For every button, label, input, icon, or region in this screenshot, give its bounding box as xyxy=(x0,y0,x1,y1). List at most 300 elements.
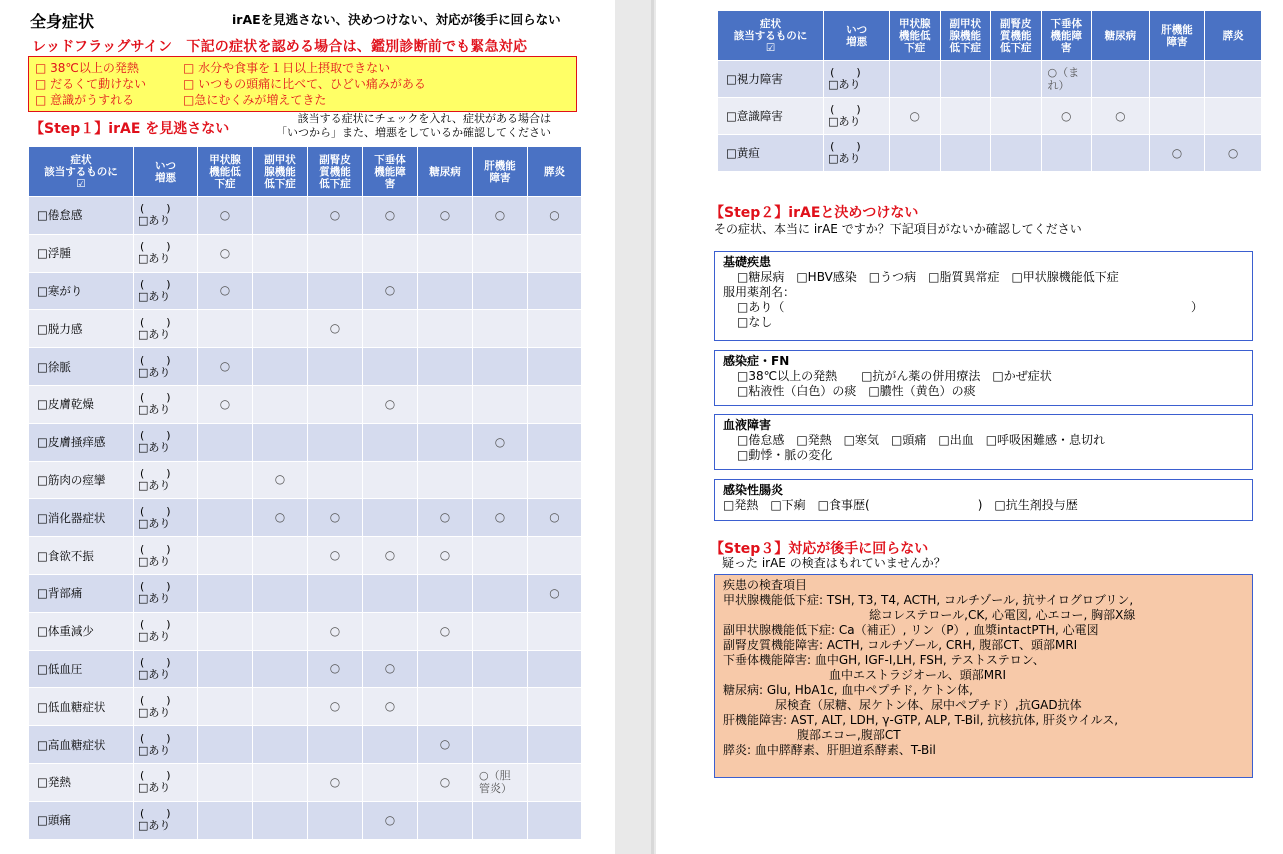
worsening-checkbox[interactable]: □あり xyxy=(138,819,171,833)
association-cell xyxy=(528,385,582,423)
symptom-checkbox[interactable]: □食欲不振 xyxy=(29,537,134,575)
underlying-disease-box xyxy=(714,251,1253,341)
association-cell xyxy=(890,98,940,135)
worsening-checkbox[interactable]: □あり xyxy=(138,667,171,681)
sputum-checkboxes[interactable]: □粘液性（白色）の痰 □膿性（黄色）の痰 xyxy=(737,384,976,398)
test-item-line: 甲状腺機能低下症: TSH, T3, T4, ACTH, コルチゾール, 抗サイログロブリン, xyxy=(723,593,1134,607)
red-flag-checkbox-headache[interactable]: □ いつもの頭痛に比べて、ひどい痛みがある xyxy=(183,77,426,91)
worsening-checkbox[interactable]: □あり xyxy=(138,441,171,455)
symptom-checkbox[interactable]: □寒がり xyxy=(29,272,134,310)
onset-field[interactable] xyxy=(824,61,890,98)
worsening-checkbox[interactable]: □あり xyxy=(828,152,861,165)
association-cell xyxy=(1149,61,1205,98)
association-cell xyxy=(198,763,253,801)
association-cell xyxy=(253,423,308,461)
table-row xyxy=(718,98,1262,135)
association-mark: ○ xyxy=(384,699,396,714)
association-mark: ○ xyxy=(384,548,396,563)
table-row xyxy=(29,423,582,461)
column-header: いつ 増悪 xyxy=(824,11,890,61)
step3-heading: 【Step３】対応が後手に回らない xyxy=(710,541,929,557)
symptom-checkbox[interactable]: □浮腫 xyxy=(29,234,134,272)
onset-blank[interactable]: ( ) xyxy=(140,542,171,556)
association-cell xyxy=(473,272,528,310)
table-row xyxy=(29,574,582,612)
association-cell xyxy=(473,499,528,537)
association-mark: ○ xyxy=(384,661,396,676)
association-cell xyxy=(253,197,308,235)
test-item-line: 総コレステロール,CK, 心電図, 心エコー, 胸部X線 xyxy=(869,608,1136,622)
association-cell xyxy=(473,574,528,612)
association-cell xyxy=(473,537,528,575)
association-cell xyxy=(308,272,363,310)
onset-blank[interactable]: ( ) xyxy=(140,202,171,216)
association-cell xyxy=(308,423,363,461)
onset-blank[interactable]: ( ) xyxy=(830,103,861,116)
association-cell xyxy=(198,197,253,235)
symptom-checkbox[interactable]: □低血圧 xyxy=(29,650,134,688)
association-cell xyxy=(253,801,308,839)
association-cell xyxy=(363,537,418,575)
symptom-checkbox[interactable]: □背部痛 xyxy=(29,574,134,612)
association-cell xyxy=(253,310,308,348)
association-cell xyxy=(363,197,418,235)
association-cell xyxy=(308,499,363,537)
onset-blank[interactable]: ( ) xyxy=(140,693,171,707)
tests-box xyxy=(714,574,1253,778)
association-cell xyxy=(1041,61,1091,98)
association-cell xyxy=(528,197,582,235)
association-cell xyxy=(198,385,253,423)
symptom-checkbox[interactable]: □皮膚掻痒感 xyxy=(29,423,134,461)
table-row xyxy=(29,310,582,348)
association-cell xyxy=(253,612,308,650)
association-mark: ○ xyxy=(494,510,506,525)
association-cell xyxy=(940,61,990,98)
association-cell xyxy=(308,461,363,499)
table-row xyxy=(29,461,582,499)
onset-blank[interactable]: ( ) xyxy=(140,277,171,291)
red-flag-checkbox-fatigue[interactable]: □ だるくて動けない xyxy=(35,77,147,91)
association-cell xyxy=(198,688,253,726)
symptom-checkbox[interactable]: □頭痛 xyxy=(29,801,134,839)
test-item-line: 副腎皮質機能障害: ACTH, コルチゾール, CRH, 腹部CT、頭部MRI xyxy=(723,638,1078,652)
association-cell xyxy=(363,423,418,461)
table-row xyxy=(718,135,1262,172)
association-cell xyxy=(418,801,473,839)
association-cell xyxy=(308,574,363,612)
association-cell xyxy=(308,197,363,235)
association-cell xyxy=(473,197,528,235)
association-mark: ○ xyxy=(329,623,341,638)
association-cell xyxy=(363,726,418,764)
onset-field[interactable] xyxy=(134,423,198,461)
test-item-line: 疾患の検査項目 xyxy=(723,578,808,592)
box-title: 血液障害 xyxy=(723,418,772,432)
association-mark: ○ xyxy=(439,737,451,752)
association-cell xyxy=(418,348,473,386)
test-item-line: 糖尿病: Glu, HbA1c, 血中ペプチド, ケトン体, xyxy=(723,683,973,697)
blood-checkboxes[interactable]: □倦怠感 □発熱 □寒気 □頭痛 □出血 □呼吸困難感・息切れ xyxy=(737,433,1106,447)
association-mark: ○ xyxy=(329,548,341,563)
column-header: 膵炎 xyxy=(1205,11,1262,61)
association-cell xyxy=(253,650,308,688)
association-cell xyxy=(473,385,528,423)
association-cell xyxy=(473,726,528,764)
onset-field[interactable] xyxy=(134,726,198,764)
association-cell xyxy=(418,197,473,235)
association-mark: ○ xyxy=(549,585,560,600)
association-cell xyxy=(308,348,363,386)
association-cell xyxy=(473,234,528,272)
worsening-checkbox[interactable]: □あり xyxy=(138,478,171,492)
association-cell xyxy=(991,135,1041,172)
symptom-checkbox[interactable]: □視力障害 xyxy=(718,61,824,98)
column-header: いつ 増悪 xyxy=(134,147,198,197)
association-cell xyxy=(473,801,528,839)
association-cell xyxy=(1091,98,1149,135)
onset-blank[interactable]: ( ) xyxy=(830,66,861,79)
association-cell xyxy=(308,650,363,688)
red-flag-checkbox-intake[interactable]: □ 水分や食事を１日以上摂取できない xyxy=(183,61,391,75)
association-cell xyxy=(528,537,582,575)
association-cell xyxy=(1149,135,1205,172)
association-cell xyxy=(528,650,582,688)
test-item-line: 尿検査（尿糖、尿ケトン体、尿中ペプチド）,抗GAD抗体 xyxy=(775,698,1082,712)
column-header: 症状 該当するものに ☑ xyxy=(29,147,134,197)
underlying-disease-checkboxes[interactable]: □糖尿病 □HBV感染 □うつ病 □脂質異常症 □甲状腺機能低下症 xyxy=(737,270,1119,284)
association-cell xyxy=(418,612,473,650)
worsening-checkbox[interactable]: □あり xyxy=(138,705,171,719)
worsening-checkbox[interactable]: □あり xyxy=(138,592,171,606)
association-mark: ○ xyxy=(219,283,231,298)
association-cell xyxy=(528,234,582,272)
association-mark: ○ xyxy=(439,548,451,563)
association-cell xyxy=(308,385,363,423)
association-cell xyxy=(253,726,308,764)
red-flag-line xyxy=(35,92,570,108)
association-cell xyxy=(198,234,253,272)
table-row xyxy=(29,726,582,764)
red-flag-checkbox-consciousness[interactable]: □ 意識がうすれる xyxy=(35,93,135,107)
symptom-checkbox[interactable]: □低血糖症状 xyxy=(29,688,134,726)
medication-yes-checkbox[interactable]: □あり（ xyxy=(737,300,785,314)
step1-heading: 【Step１】irAE を見逃さない xyxy=(30,121,230,137)
association-cell xyxy=(528,801,582,839)
association-cell xyxy=(198,310,253,348)
worsening-checkbox[interactable]: □あり xyxy=(138,403,171,417)
column-header: 下垂体 機能障 害 xyxy=(1041,11,1091,61)
table-header-row xyxy=(718,11,1262,61)
symptom-checkbox[interactable]: □体重減少 xyxy=(29,612,134,650)
association-cell xyxy=(418,272,473,310)
onset-blank[interactable]: ( ) xyxy=(140,315,171,329)
association-mark: ○ xyxy=(219,396,231,411)
symptom-checkbox[interactable]: □意識障害 xyxy=(718,98,824,135)
red-flag-checkbox-edema[interactable]: □急にむくみが増えてきた xyxy=(183,93,327,107)
infection-checkboxes[interactable]: □38℃以上の発熱 □抗がん薬の併用療法 □かぜ症状 xyxy=(737,369,1052,383)
association-mark: ○ xyxy=(909,108,921,123)
worsening-checkbox[interactable]: □あり xyxy=(828,78,861,91)
onset-field[interactable] xyxy=(134,612,198,650)
association-cell xyxy=(198,272,253,310)
symptom-checkbox[interactable]: □消化器症状 xyxy=(29,499,134,537)
association-cell xyxy=(363,499,418,537)
box-title: 感染性腸炎 xyxy=(723,483,784,497)
table-body xyxy=(718,61,1262,172)
onset-field[interactable] xyxy=(134,197,198,235)
association-cell xyxy=(473,348,528,386)
table-header-row xyxy=(29,147,582,197)
onset-blank[interactable]: ( ) xyxy=(140,391,171,405)
onset-field[interactable] xyxy=(134,763,198,801)
association-mark: ○ xyxy=(1061,108,1072,123)
onset-field[interactable] xyxy=(134,650,198,688)
symptom-checkbox[interactable]: □黄疸 xyxy=(718,135,824,172)
association-cell xyxy=(418,234,473,272)
column-header: 甲状腺 機能低 下症 xyxy=(198,147,253,197)
onset-field[interactable] xyxy=(134,537,198,575)
association-cell xyxy=(418,537,473,575)
onset-field[interactable] xyxy=(134,310,198,348)
onset-blank[interactable]: ( ) xyxy=(140,618,171,632)
association-cell xyxy=(1091,61,1149,98)
page-gap xyxy=(615,0,656,854)
box-title: 基礎疾患 xyxy=(723,255,772,269)
test-item-line: 血中エストラジオール、頭部MRI xyxy=(829,668,1007,682)
association-mark: ○ xyxy=(439,510,451,525)
association-cell xyxy=(253,461,308,499)
association-cell xyxy=(528,272,582,310)
association-mark: ○ xyxy=(384,396,396,411)
worsening-checkbox[interactable]: □あり xyxy=(138,214,171,228)
onset-blank[interactable]: ( ) xyxy=(140,580,171,594)
onset-field[interactable] xyxy=(134,348,198,386)
association-cell xyxy=(528,726,582,764)
worsening-checkbox[interactable]: □あり xyxy=(138,365,171,379)
association-cell xyxy=(528,612,582,650)
worsening-checkbox[interactable]: □あり xyxy=(138,630,171,644)
association-cell xyxy=(418,763,473,801)
onset-blank[interactable]: ( ) xyxy=(140,240,171,254)
association-cell xyxy=(253,385,308,423)
infectious-enteritis-box xyxy=(714,479,1253,521)
medication-yes-line[interactable] xyxy=(723,300,1203,315)
worsening-checkbox[interactable]: □あり xyxy=(138,289,171,303)
association-cell xyxy=(1205,98,1262,135)
step1-instruction-line: 該当する症状にチェックを入れ、症状がある場合は xyxy=(297,112,551,125)
onset-field[interactable] xyxy=(824,98,890,135)
association-cell xyxy=(528,574,582,612)
column-header: 副腎皮 質機能 低下症 xyxy=(991,11,1041,61)
association-cell xyxy=(418,650,473,688)
association-cell xyxy=(528,499,582,537)
association-cell xyxy=(198,537,253,575)
onset-blank[interactable]: ( ) xyxy=(830,140,861,153)
worsening-checkbox[interactable]: □あり xyxy=(138,554,171,568)
association-cell xyxy=(940,135,990,172)
association-cell xyxy=(363,574,418,612)
onset-blank[interactable]: ( ) xyxy=(140,504,171,518)
association-cell xyxy=(253,348,308,386)
symptom-table-left xyxy=(28,146,582,840)
association-cell xyxy=(418,499,473,537)
association-cell xyxy=(1091,135,1149,172)
column-header: 下垂体 機能障 害 xyxy=(363,147,418,197)
onset-blank[interactable]: ( ) xyxy=(140,429,171,443)
association-cell xyxy=(308,688,363,726)
association-cell xyxy=(1041,135,1091,172)
onset-field[interactable] xyxy=(134,385,198,423)
association-cell xyxy=(308,537,363,575)
worsening-checkbox[interactable]: □あり xyxy=(138,743,171,757)
association-mark: ○ xyxy=(384,207,396,222)
red-flag-checkbox-fever[interactable]: □ 38℃以上の発熱 xyxy=(35,61,139,75)
association-mark: ○ xyxy=(274,510,286,525)
test-item-line: 下垂体機能障害: 血中GH, IGF-I,LH, FSH, テストステロン、 xyxy=(723,653,1045,667)
association-mark: ○ xyxy=(219,207,231,222)
onset-blank[interactable]: ( ) xyxy=(140,731,171,745)
onset-field[interactable] xyxy=(134,499,198,537)
onset-blank[interactable]: ( ) xyxy=(140,655,171,669)
association-cell xyxy=(528,763,582,801)
association-cell xyxy=(308,763,363,801)
test-item-line: 膵炎: 血中膵酵素、肝胆道系酵素、T-Bil xyxy=(723,743,936,757)
onset-field[interactable] xyxy=(134,574,198,612)
onset-blank[interactable]: ( ) xyxy=(140,807,171,821)
association-cell xyxy=(890,135,940,172)
symptom-checkbox[interactable]: □高血糖症状 xyxy=(29,726,134,764)
symptom-checkbox[interactable]: □発熱 xyxy=(29,763,134,801)
association-mark: ○ xyxy=(549,510,560,525)
red-flag-heading: レッドフラッグサイン 下記の症状を認める場合は、鑑別診断前でも緊急対応 xyxy=(32,39,528,55)
table-row xyxy=(29,197,582,235)
page-title: 全身症状 xyxy=(30,12,95,31)
association-cell xyxy=(418,423,473,461)
association-cell xyxy=(363,272,418,310)
association-cell xyxy=(363,688,418,726)
worsening-checkbox[interactable]: □あり xyxy=(138,252,171,266)
onset-field[interactable] xyxy=(134,801,198,839)
association-cell xyxy=(473,688,528,726)
association-cell xyxy=(528,423,582,461)
step1-instructions xyxy=(276,112,551,140)
symptom-checkbox[interactable]: □脱力感 xyxy=(29,310,134,348)
column-header: 副甲状 腺機能 低下症 xyxy=(940,11,990,61)
symptom-checkbox[interactable]: □筋肉の痙攣 xyxy=(29,461,134,499)
onset-field[interactable] xyxy=(134,234,198,272)
association-cell xyxy=(253,763,308,801)
association-cell xyxy=(1041,98,1091,135)
association-cell xyxy=(473,763,528,801)
column-header: 副腎皮 質機能 低下症 xyxy=(308,147,363,197)
page-divider xyxy=(651,0,654,854)
table-row xyxy=(29,348,582,386)
association-cell xyxy=(363,612,418,650)
onset-blank[interactable]: ( ) xyxy=(140,769,171,783)
association-cell xyxy=(308,612,363,650)
worsening-checkbox[interactable]: □あり xyxy=(828,115,861,128)
column-header: 副甲状 腺機能 低下症 xyxy=(253,147,308,197)
medication-yes-close: ） xyxy=(1190,300,1203,314)
medication-no-checkbox[interactable]: □なし xyxy=(737,315,773,329)
association-cell xyxy=(253,574,308,612)
onset-field[interactable] xyxy=(134,272,198,310)
association-cell xyxy=(308,234,363,272)
association-mark: ○（胆 管炎） xyxy=(479,769,512,796)
symptom-checkbox[interactable]: □徐脈 xyxy=(29,348,134,386)
association-mark: ○ xyxy=(329,207,341,222)
table-row xyxy=(29,385,582,423)
symptom-checkbox[interactable]: □倦怠感 xyxy=(29,197,134,235)
onset-blank[interactable]: ( ) xyxy=(140,466,171,480)
onset-field[interactable] xyxy=(134,461,198,499)
worsening-checkbox[interactable]: □あり xyxy=(138,516,171,530)
association-cell xyxy=(363,763,418,801)
association-mark: ○ xyxy=(1227,145,1239,160)
onset-blank[interactable]: ( ) xyxy=(140,353,171,367)
red-flag-box xyxy=(28,56,577,112)
test-item-line: 腹部エコー,腹部CT xyxy=(797,728,901,742)
association-mark: ○ xyxy=(1115,108,1126,123)
enteritis-checkboxes[interactable]: □発熱 □下痢 □食事歴( ) □抗生剤投与歴 xyxy=(723,498,1078,512)
association-cell xyxy=(418,574,473,612)
table-row xyxy=(718,61,1262,98)
association-mark: ○ xyxy=(219,245,231,260)
association-mark: ○ xyxy=(384,283,396,298)
association-mark: ○ xyxy=(1171,145,1183,160)
medication-label: 服用薬剤名： xyxy=(723,285,796,299)
association-cell xyxy=(253,234,308,272)
association-cell xyxy=(363,234,418,272)
association-cell xyxy=(198,423,253,461)
association-cell xyxy=(198,801,253,839)
association-cell xyxy=(253,272,308,310)
association-cell xyxy=(418,310,473,348)
worsening-checkbox[interactable]: □あり xyxy=(138,781,171,795)
onset-field[interactable] xyxy=(824,135,890,172)
column-header: 症状 該当するものに ☑ xyxy=(718,11,824,61)
worsening-checkbox[interactable]: □あり xyxy=(138,327,171,341)
association-mark: ○ xyxy=(384,812,396,827)
association-mark: ○（ま れ） xyxy=(1047,66,1080,92)
table-row xyxy=(29,272,582,310)
association-cell xyxy=(528,461,582,499)
association-cell xyxy=(198,461,253,499)
red-flag-line xyxy=(35,76,570,92)
column-header: 甲状腺 機能低 下症 xyxy=(890,11,940,61)
palpitation-checkbox[interactable]: □動悸・脈の変化 xyxy=(737,448,833,462)
association-cell xyxy=(473,310,528,348)
box-title: 感染症・FN xyxy=(723,354,790,368)
association-cell xyxy=(308,801,363,839)
association-mark: ○ xyxy=(439,774,451,789)
association-cell xyxy=(198,499,253,537)
table-row xyxy=(29,688,582,726)
column-header: 糖尿病 xyxy=(1091,11,1149,61)
symptom-checkbox[interactable]: □皮膚乾燥 xyxy=(29,385,134,423)
column-header: 糖尿病 xyxy=(418,147,473,197)
blood-disorder-box xyxy=(714,414,1253,470)
column-header: 肝機能 障害 xyxy=(1149,11,1205,61)
association-cell xyxy=(940,98,990,135)
step1-instruction-line: 「いつから」また、増悪をしているか確認してください xyxy=(276,126,551,139)
association-cell xyxy=(418,688,473,726)
association-cell xyxy=(308,310,363,348)
table-row xyxy=(29,801,582,839)
onset-field[interactable] xyxy=(134,688,198,726)
association-mark: ○ xyxy=(329,774,341,789)
